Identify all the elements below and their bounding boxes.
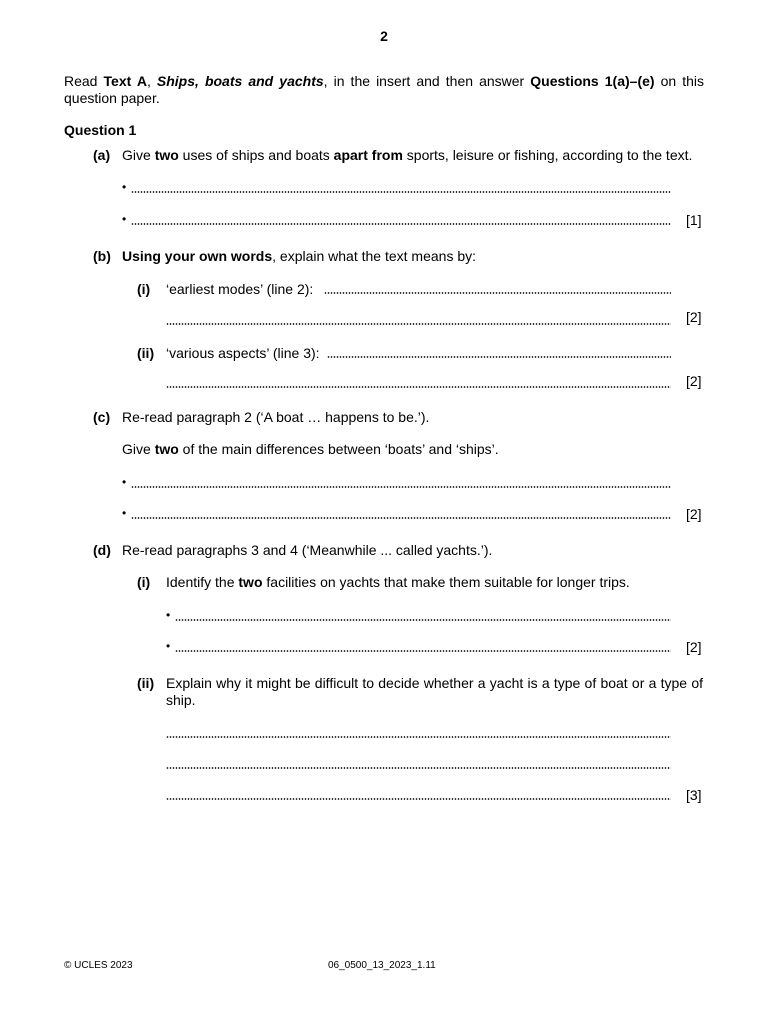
qd-i-answer-line-1[interactable] — [175, 619, 671, 621]
intro-text-4: Ships, boats and yachts — [156, 73, 324, 89]
qa-mark: [1] — [686, 212, 702, 228]
qb-ii-answer-line-2[interactable] — [166, 386, 671, 388]
intro-text-3: , — [146, 73, 157, 89]
qa-text-3: uses of ships and boats — [178, 147, 334, 163]
qa-text-5: sports, leisure or fishing, according to the text. — [402, 147, 693, 163]
qb-i-text: ‘earliest modes’ (line 2): — [166, 281, 314, 297]
qc-answer-line-2[interactable] — [131, 517, 671, 519]
question-heading: Question 1 — [64, 122, 137, 138]
qc-answer-line-1[interactable] — [131, 486, 671, 488]
qd-i-mark: [2] — [686, 639, 702, 655]
intro-text-1: Read — [64, 73, 104, 89]
qc-text-1: Give — [122, 441, 155, 457]
footer-code: 06_0500_13_2023_1.11 — [328, 960, 436, 971]
qa-answer-line-1[interactable] — [131, 191, 671, 193]
qc-line-2 — [122, 441, 499, 458]
intro-text-6: Questions 1(a)–(e) — [530, 73, 655, 89]
qa-bullet-2: • — [122, 212, 127, 226]
qd-ii-answer-line-3[interactable] — [166, 798, 671, 800]
qd-ii-answer-line-2[interactable] — [166, 767, 671, 769]
qd-label: (d) — [93, 542, 111, 558]
intro-instruction — [64, 73, 704, 107]
qa-answer-line-2[interactable] — [131, 223, 671, 225]
qb-i-answer-line-1[interactable] — [324, 292, 671, 294]
qc-bullet-1: • — [122, 475, 127, 489]
qb-i-answer-line-2[interactable] — [166, 323, 671, 325]
qd-i-bullet-1: • — [166, 608, 171, 622]
qd-i-text-1: Identify the — [166, 574, 239, 590]
qb-ii-label: (ii) — [137, 345, 155, 361]
qa-text-4: apart from — [333, 147, 403, 163]
qc-label: (c) — [93, 409, 111, 425]
qc-text-2: two — [154, 441, 179, 457]
qa-text — [122, 147, 707, 164]
qd-i-text-2: two — [238, 574, 263, 590]
qb-label: (b) — [93, 248, 111, 264]
qa-bullet-1: • — [122, 180, 127, 194]
qd-ii-answer-line-1[interactable] — [166, 736, 671, 738]
qa-label: (a) — [93, 147, 111, 163]
qc-line-1: Re-read paragraph 2 (‘A boat … happens to be.’). — [122, 409, 430, 425]
qc-mark: [2] — [686, 506, 702, 522]
qa-text-1: Give — [122, 147, 155, 163]
qd-i-answer-line-2[interactable] — [175, 650, 671, 652]
qc-bullet-2: • — [122, 506, 127, 520]
qd-ii-mark: [3] — [686, 787, 702, 803]
qb-i-mark: [2] — [686, 309, 702, 325]
qd-ii-label: (ii) — [137, 675, 155, 691]
intro-text-5: , in the insert and then answer — [323, 73, 531, 89]
qd-i-label: (i) — [137, 574, 151, 590]
qb-i-label: (i) — [137, 281, 151, 297]
qb-ii-text: ‘various aspects’ (line 3): — [166, 345, 320, 361]
qd-i-text — [166, 574, 630, 591]
qb-text-1: Using your own words — [122, 248, 273, 264]
qa-text-2: two — [154, 147, 179, 163]
qc-text-3: of the main differences between ‘boats’ and ‘ships’. — [178, 441, 499, 457]
intro-text-7: on this question paper. — [64, 73, 705, 106]
qb-text-2: , explain what the text means by: — [272, 248, 477, 264]
intro-text-2: Text A — [103, 73, 147, 89]
qd-line-1: Re-read paragraphs 3 and 4 (‘Meanwhile ... called yachts.’). — [122, 542, 493, 558]
qd-ii-text: Explain why it might be difficult to decide whether a yacht is a type of boat or a type of ship. — [166, 675, 703, 708]
qb-ii-answer-line-1[interactable] — [327, 356, 671, 358]
qd-i-text-3: facilities on yachts that make them suitable for longer trips. — [262, 574, 630, 590]
page-number: 2 — [380, 28, 388, 44]
qb-ii-mark: [2] — [686, 373, 702, 389]
qd-i-bullet-2: • — [166, 639, 171, 653]
qb-text — [122, 248, 476, 265]
footer-copyright: © UCLES 2023 — [64, 960, 133, 971]
